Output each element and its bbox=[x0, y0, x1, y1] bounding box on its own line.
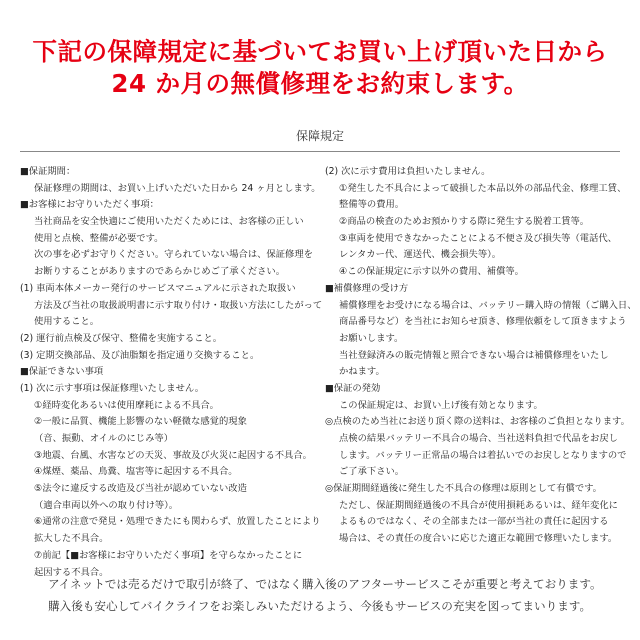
text-line: 方法及び当社の取扱説明書に示す取り付け・取扱い方法にしたがって bbox=[34, 299, 323, 311]
text-line: 場合は、その責任の度合いに応じた適正な範囲で修理いたします。 bbox=[339, 533, 618, 545]
text-line: お願いします。 bbox=[339, 332, 404, 344]
text-line: ⑦前記【■お客様にお守りいただく事項】を守らなかったことに bbox=[34, 549, 303, 561]
text-line: 補償修理をお受けになる場合は、バッテリー購入時の情報（ご購入日、 bbox=[339, 299, 637, 311]
text-line: ご了承下さい。 bbox=[339, 466, 405, 478]
text-line: ⑥通常の注意で発見・処理できたにも関わらず、放置したことにより bbox=[34, 516, 321, 528]
text-line: レンタカー代、運送代、機会損失等）。 bbox=[339, 249, 502, 261]
section-title: 保障規定 bbox=[295, 129, 344, 143]
text-line: 使用と点検、整備が必要です。 bbox=[34, 232, 164, 244]
text-line: （音、振動、オイルのにじみ等） bbox=[34, 433, 173, 444]
text-line: (2) 次に示す費用は負担いたしません。 bbox=[325, 166, 491, 177]
divider bbox=[20, 151, 620, 152]
text-line: ②一般に品質、機能上影響のない軽微な感覚的現象 bbox=[34, 416, 247, 428]
section-heading: ◎保証期間経過後に発生した不具合の修理は原則として有償です。 bbox=[325, 483, 602, 495]
headline-line-1: 下記の保障規定に基づいてお買い上げ頂いた日から bbox=[32, 37, 608, 66]
headline-line-2: 24 か月の無償修理をお約束します。 bbox=[111, 69, 529, 98]
text-line: よるものではなく、その全部または一部が当社の責任に起因する bbox=[339, 516, 609, 528]
section-heading: ◎点検のため当社にお送り頂く際の送料は、お客様のご負担となります。 bbox=[325, 416, 630, 428]
right-column bbox=[325, 164, 635, 548]
section-heading: ■保証できない事項 bbox=[20, 366, 104, 378]
text-line: ①経時変化あるいは使用摩耗による不具合。 bbox=[34, 399, 219, 411]
text-line: 保証修理の期間は、お買い上げいただいた日から 24 ヶ月とします。 bbox=[34, 182, 321, 194]
text-line: 当社登録済みの販売情報と照合できない場合は補償修理をいたし bbox=[339, 349, 609, 361]
text-line: (2) 運行前点検及び保守、整備を実施すること。 bbox=[20, 332, 223, 344]
text-line: ④煤煙、薬品、鳥糞、塩害等に起因する不具合。 bbox=[34, 466, 238, 478]
text-line: 商品番号など）を当社にお知らせ頂き、修理依頼をして頂きますよう bbox=[339, 316, 627, 328]
text-line: 整備等の費用。 bbox=[339, 199, 405, 211]
text-line: ②商品の検査のためお預かりする際に発生する脱着工賃等。 bbox=[339, 216, 590, 228]
text-line: 当社商品を安全快適にご使用いただくためには、お客様の正しい bbox=[34, 216, 304, 228]
section-heading: ■保証期間： bbox=[20, 166, 76, 177]
text-line: 点検の結果バッテリー不具合の場合、当社送料負担で代品をお戻し bbox=[339, 433, 618, 444]
text-line: 起因する不具合。 bbox=[34, 566, 109, 578]
footer-line: 購入後も安心してバイクライフをお楽しみいただけるよう、今後もサービスの充実を図ってまいります。 bbox=[48, 599, 592, 613]
section-heading: ■補償修理の受け方 bbox=[325, 282, 409, 294]
text-line: お断りすることがありますのであらかじめご了承ください。 bbox=[34, 266, 286, 278]
text-line: (3) 定期交換部品、及び油脂類を指定通り交換すること。 bbox=[20, 349, 260, 361]
text-line: (1) 車両本体メーカー発行のサービスマニュアルに示された取扱い bbox=[20, 282, 296, 294]
text-line: 使用すること。 bbox=[34, 316, 100, 328]
footer-message bbox=[48, 573, 602, 617]
text-line: (1) 次に示す事項は保証修理いたしません。 bbox=[20, 382, 205, 394]
text-line: します。バッテリー正常品の場合は着払いでのお戻しとなりますので bbox=[339, 449, 627, 461]
footer-line: アイネットでは売るだけで取引が終了、ではなく購入後のアフターサービスこそが重要と考えております。 bbox=[48, 577, 602, 591]
text-line: ③地震、台風、水害などの天災、事故及び火災に起因する不具合。 bbox=[34, 449, 312, 461]
text-line: ③車両を使用できなかったことによる不便さ及び損失等（電話代、 bbox=[339, 232, 617, 244]
text-line: ④この保証規定に示す以外の費用、補償等。 bbox=[339, 266, 524, 278]
text-line: 拡大した不具合。 bbox=[34, 533, 109, 545]
text-line: ⑤法令に違反する改造及び当社が認めていない改造 bbox=[34, 483, 247, 495]
text-line: （適合車両以外への取り付け等）。 bbox=[34, 499, 179, 511]
text-line: かねます。 bbox=[339, 366, 385, 378]
text-line: ただし、保証期間経過後の不具合が使用損耗あるいは、経年変化に bbox=[339, 499, 618, 511]
text-line: この保証規定は、お買い上げ後有効となります。 bbox=[339, 399, 543, 411]
text-line: ①発生した不具合によって破損した本品以外の部品代金、修理工賃、 bbox=[339, 182, 627, 194]
section-heading: ■お客様にお守りいただく事項： bbox=[20, 199, 159, 211]
section-heading: ■保証の発効 bbox=[325, 382, 381, 394]
left-column bbox=[20, 164, 323, 581]
text-line: 次の事を必ずお守りください。守られていない場合は、保証修理を bbox=[34, 249, 313, 261]
